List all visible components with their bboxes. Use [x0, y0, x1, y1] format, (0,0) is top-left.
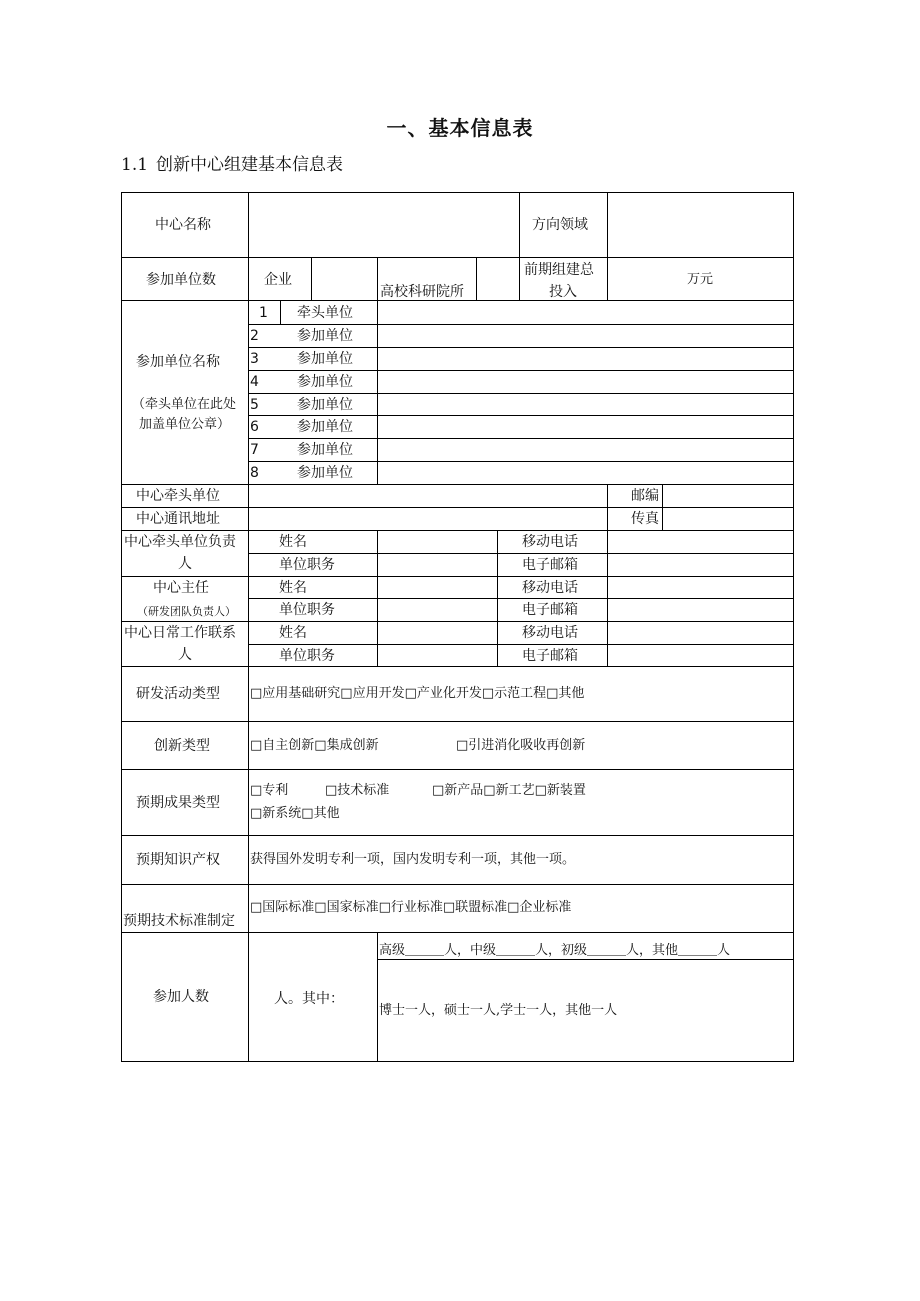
- participants-note-line2: 加盖单位公章）: [139, 417, 231, 432]
- center-name-label: 中心名称: [155, 217, 211, 233]
- postcode-field[interactable]: [663, 485, 793, 507]
- participant-role: 参加单位: [297, 465, 353, 481]
- mobile-field[interactable]: [608, 577, 793, 598]
- participant-name-field[interactable]: [378, 462, 793, 484]
- participant-role: 参加单位: [297, 397, 353, 413]
- mobile-label: 移动电话: [522, 625, 578, 641]
- center-name-field[interactable]: [249, 193, 519, 257]
- name-field[interactable]: [378, 577, 497, 598]
- participant-role: 参加单位: [297, 442, 353, 458]
- investment-label-line2: 投入: [549, 284, 577, 300]
- director-label: 中心主任: [153, 580, 209, 596]
- participant-role: 牵头单位: [297, 305, 353, 321]
- results-option-standard[interactable]: □技术标准: [325, 783, 390, 798]
- standards-label: 预期技术标准制定: [123, 913, 235, 929]
- participant-no: 5: [250, 397, 259, 413]
- participant-no: 4: [250, 374, 259, 390]
- participant-name-field[interactable]: [378, 394, 793, 415]
- participants-label: 参加单位名称: [136, 354, 220, 370]
- position-field[interactable]: [378, 554, 497, 576]
- participant-role: 参加单位: [297, 328, 353, 344]
- ip-text[interactable]: 获得国外发明专利一项，国内发明专利一项，其他一项。: [250, 852, 576, 867]
- position-label: 单位职务: [279, 648, 335, 664]
- unit-count-label: 参加单位数: [146, 272, 216, 288]
- direction-field-input[interactable]: [608, 193, 793, 257]
- participant-role: 参加单位: [297, 374, 353, 390]
- ip-label: 预期知识产权: [136, 852, 220, 868]
- staff-total[interactable]: 人。其中：: [274, 991, 344, 1007]
- name-label: 姓名: [279, 625, 307, 641]
- participant-role: 参加单位: [297, 419, 353, 435]
- staff-label: 参加人数: [153, 989, 209, 1005]
- results-option-patent[interactable]: □专利: [250, 783, 289, 798]
- email-label: 电子邮箱: [522, 602, 578, 618]
- innovation-option-group2[interactable]: □引进消化吸收再创新: [456, 738, 586, 753]
- lead-unit-field[interactable]: [249, 485, 607, 507]
- position-field[interactable]: [378, 599, 497, 621]
- position-field[interactable]: [378, 645, 497, 666]
- participant-no: 8: [250, 465, 259, 481]
- name-label: 姓名: [279, 580, 307, 596]
- fax-field[interactable]: [663, 508, 793, 530]
- investment-unit[interactable]: 万元: [687, 272, 714, 287]
- innovation-option-group1[interactable]: □自主创新□集成创新: [250, 738, 379, 753]
- email-field[interactable]: [608, 645, 793, 666]
- fax-label: 传真: [631, 511, 659, 527]
- name-field[interactable]: [378, 531, 497, 553]
- staff-degrees[interactable]: 博士一人，硕士一人,学士一人，其他一人: [379, 1003, 618, 1018]
- participant-no: 7: [250, 442, 259, 458]
- email-field[interactable]: [608, 599, 793, 621]
- university-count-field[interactable]: [477, 258, 519, 300]
- enterprise-label: 企业: [264, 272, 292, 288]
- name-label: 姓名: [279, 534, 307, 550]
- section-title-text: 创新中心组建基本信息表: [156, 155, 344, 175]
- section-number: 1.1: [121, 155, 149, 175]
- results-type-label: 预期成果类型: [136, 795, 220, 811]
- mobile-label: 移动电话: [522, 580, 578, 596]
- email-label: 电子邮箱: [522, 557, 578, 573]
- enterprise-count-field[interactable]: [312, 258, 377, 300]
- mobile-field[interactable]: [608, 531, 793, 553]
- address-field[interactable]: [249, 508, 607, 530]
- participants-note-line1: （牵头单位在此处: [132, 397, 237, 412]
- results-option-products[interactable]: □新产品□新工艺□新装置: [432, 783, 586, 798]
- participant-name-field[interactable]: [378, 301, 793, 323]
- rd-type-label: 研发活动类型: [136, 686, 220, 702]
- participant-no: 6: [250, 419, 259, 435]
- participant-name-field[interactable]: [378, 416, 793, 438]
- director-note: （研发团队负责人）: [137, 605, 236, 618]
- participant-name-field[interactable]: [378, 325, 793, 347]
- participant-name-field[interactable]: [378, 348, 793, 370]
- participant-no: 2: [250, 328, 259, 344]
- staff-titles[interactable]: 高级＿＿＿人，中级＿＿＿人，初级＿＿＿人，其他＿＿＿人: [379, 943, 731, 958]
- email-label: 电子邮箱: [522, 648, 578, 664]
- lead-unit-label: 中心牵头单位: [136, 488, 220, 504]
- participant-name-field[interactable]: [378, 439, 793, 461]
- lead-head-label-line1: 中心牵头单位负责: [124, 534, 236, 550]
- address-label: 中心通讯地址: [136, 511, 220, 527]
- postcode-label: 邮编: [631, 488, 659, 504]
- participant-no: 1: [259, 305, 268, 321]
- section-title: [121, 150, 343, 175]
- university-label: 高校科研院所: [380, 284, 464, 300]
- participant-role: 参加单位: [297, 351, 353, 367]
- innovation-type-label: 创新类型: [154, 738, 210, 754]
- mobile-field[interactable]: [608, 622, 793, 644]
- standards-options[interactable]: □国际标准□国家标准□行业标准□联盟标准□企业标准: [250, 900, 572, 915]
- position-label: 单位职务: [279, 602, 335, 618]
- lead-head-label-line2: 人: [178, 556, 192, 572]
- name-field[interactable]: [378, 622, 497, 644]
- results-option-system[interactable]: □新系统□其他: [250, 806, 340, 821]
- page-title: 一、基本信息表: [386, 116, 534, 140]
- position-label: 单位职务: [279, 557, 335, 573]
- daily-contact-label-line2: 人: [178, 647, 192, 663]
- rd-type-options[interactable]: □应用基础研究□应用开发□产业化开发□示范工程□其他: [250, 686, 585, 701]
- participant-name-field[interactable]: [378, 371, 793, 393]
- daily-contact-label-line1: 中心日常工作联系: [124, 625, 236, 641]
- direction-field-label: 方向领域: [532, 217, 588, 233]
- investment-label-line1: 前期组建总: [524, 262, 594, 278]
- participant-no: 3: [250, 351, 259, 367]
- mobile-label: 移动电话: [522, 534, 578, 550]
- email-field[interactable]: [608, 554, 793, 576]
